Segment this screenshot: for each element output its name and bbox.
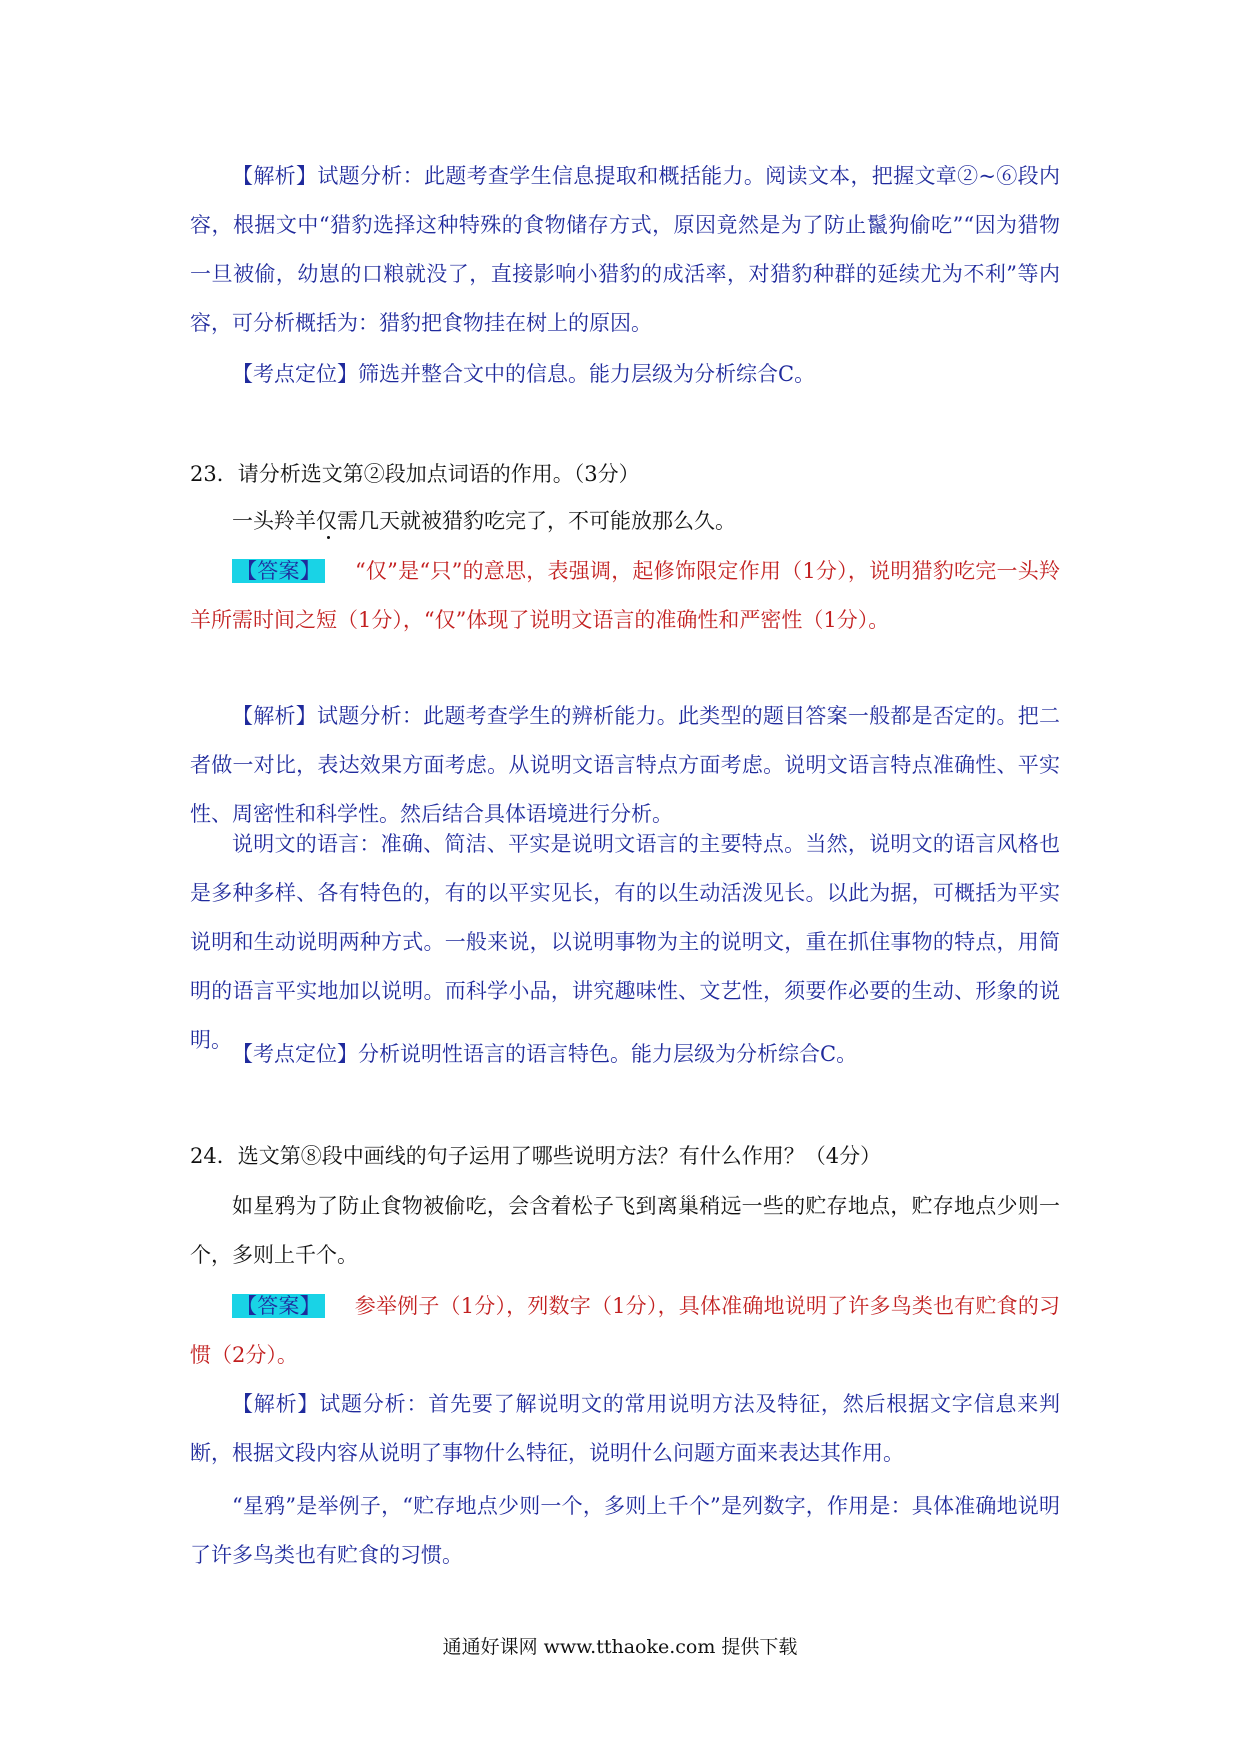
exam-point-tag: 【考点定位】	[232, 362, 358, 386]
analysis-tag: 【解析】	[232, 704, 317, 728]
exam-point-paragraph-23	[190, 1030, 1060, 1079]
quoted-sentence-part: 一头羚羊	[232, 509, 316, 533]
exam-point-text: 筛选并整合文中的信息。能力层级为分析综合C。	[358, 362, 816, 386]
question-24: 24．选文第⑧段中画线的句子运用了哪些说明方法？有什么作用？（4分）	[190, 1144, 882, 1168]
question-23-quoted-sentence	[190, 497, 1060, 546]
quoted-sentence-part: 需几天就被猎豹吃完了，不可能放那么久。	[337, 509, 736, 533]
analysis-tag: 【解析】	[232, 164, 318, 188]
analysis-text: 试题分析：此题考查学生信息提取和概括能力。阅读文本，把握文章②~⑥段内容，根据文中“猎豹选择这种特殊的食物储存方式，原因竟然是为了防止鬣狗偷吃”“因为猎物一旦被偷，幼崽的口粮就没了，直接影响小猎豹的成活率，对猎豹种群的延续尤为不利”等内容，可分析概括为：猎豹把食物挂在树上的原因。	[190, 164, 1061, 335]
analysis-paragraph-24-continued: “星鸦”是举例子，“贮存地点少则一个，多则上千个”是列数字，作用是：具体准确地说明了许多鸟类也有贮食的习惯。	[190, 1494, 1060, 1567]
question-24-quoted-sentence: 如星鸦为了防止食物被偷吃，会含着松子飞到离巢稍远一些的贮存地点，贮存地点少则一个，多则上千个。	[190, 1194, 1060, 1267]
analysis-paragraph-22	[190, 152, 1060, 348]
analysis-text: 试题分析：首先要了解说明文的常用说明方法及特征，然后根据文字信息来判断，根据文段内容从说明了事物什么特征，说明什么问题方面来表达其作用。	[190, 1392, 1061, 1465]
exam-point-paragraph-22	[190, 350, 1060, 399]
exam-point-text: 分析说明性语言的语言特色。能力层级为分析综合C。	[358, 1042, 858, 1066]
answer-tag: 【答案】	[232, 559, 325, 583]
analysis-paragraph-23	[190, 692, 1060, 839]
question-23: 23．请分析选文第②段加点词语的作用。（3分）	[190, 462, 640, 486]
answer-text: 参举例子（1分），列数字（1分），具体准确地说明了许多鸟类也有贮食的习惯（2分）。	[190, 1294, 1061, 1367]
answer-text: “仅”是“只”的意思，表强调，起修饰限定作用（1分），说明猎豹吃完一头羚羊所需时间之短（1分），“仅”体现了说明文语言的准确性和严密性（1分）。	[190, 559, 1060, 632]
exam-point-tag: 【考点定位】	[232, 1042, 358, 1066]
analysis-paragraph-24	[190, 1380, 1060, 1478]
page-footer: 通通好课网 www.tthaoke.com 提供下载	[442, 1636, 798, 1658]
analysis-text: 试题分析：此题考查学生的辨析能力。此类型的题目答案一般都是否定的。把二者做一对比，表达效果方面考虑。从说明文语言特点方面考虑。说明文语言特点准确性、平实性、周密性和科学性。然后结合具体语境进行分析。	[190, 704, 1061, 826]
dotted-word: 仅	[316, 509, 337, 533]
analysis-paragraph-23-continued: 说明文的语言：准确、简洁、平实是说明文语言的主要特点。当然，说明文的语言风格也是多种多样、各有特色的，有的以平实见长，有的以生动活泼见长。以此为据，可概括为平实说明和生动说明两种方式。一般来说，以说明事物为主的说明文，重在抓住事物的特点，用简明的语言平实地加以说明。而科学小品，讲究趣味性、文艺性，须要作必要的生动、形象的说明。	[190, 832, 1060, 1052]
answer-paragraph-23	[190, 547, 1060, 645]
analysis-tag: 【解析】	[232, 1392, 320, 1416]
answer-tag: 【答案】	[232, 1294, 325, 1318]
answer-paragraph-24	[190, 1282, 1060, 1380]
